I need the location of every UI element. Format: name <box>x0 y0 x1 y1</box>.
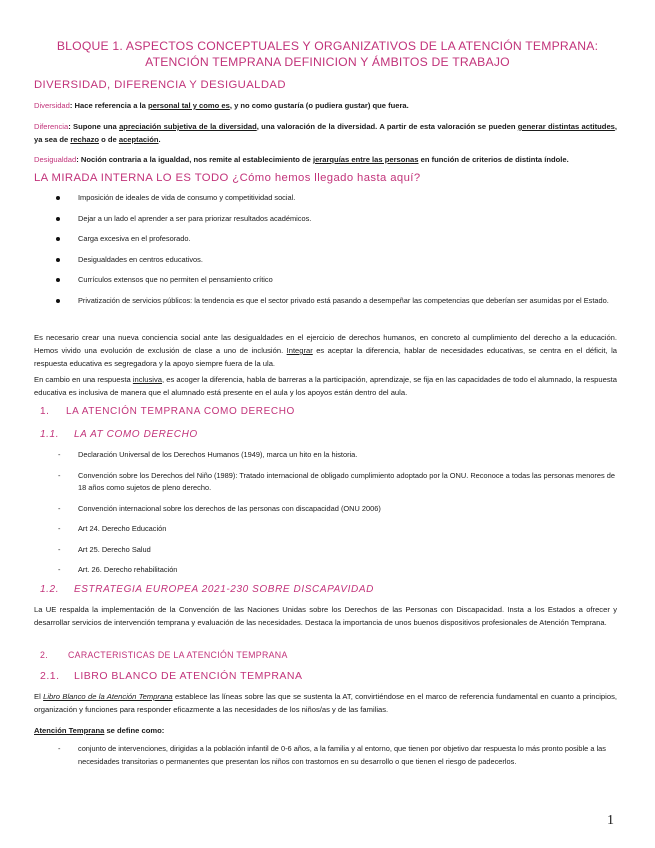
list-item: - Art. 26. Derecho rehabilitación <box>56 564 616 577</box>
list-item: - Declaración Universal de los Derechos Humanos (1949), marca un hito en la historia. <box>56 449 616 462</box>
definition-desigualdad: Desigualdad: Noción contraria a la igualdad, nos remite al establecimiento de jerarquías entre las personas en función de criterios de distinta índole. <box>34 155 569 164</box>
heading-mirada: LA MIRADA INTERNA LO ES TODO ¿Cómo hemos llegado hasta aquí? <box>34 172 421 184</box>
list-item: Dejar a un lado el aprender a ser para priorizar resultados académicos. <box>56 213 616 226</box>
bullet-icon <box>56 217 60 221</box>
list-item: - Art 24. Derecho Educación <box>56 523 616 536</box>
bullet-icon <box>56 278 60 282</box>
term-label: Desigualdad <box>34 155 77 164</box>
heading-diversidad: DIVERSIDAD, DIFERENCIA Y DESIGUALDAD <box>34 79 286 91</box>
bullet-icon <box>56 299 60 303</box>
list-item: - Art 25. Derecho Salud <box>56 544 616 557</box>
list-item: - Convención sobre los Derechos del Niño (1989): Tratado internacional de obligado cumplimiento adoptado por la ONU. Reconoce a todas las personas menores de 18 años como sujetos de pleno derecho. <box>58 470 615 492</box>
paragraph-define: Atención Temprana se define como: <box>34 726 165 735</box>
paragraph-conciencia: Es necesario crear una nueva conciencia social ante las desigualdades en el ejercicio de derechos humanos, en concreto al cumplimiento del derecho a la educación. Hemos vivido una evolución de exclusión de clase a uno de inclusión. Integrar es aceptar la diferencia, hablar de necesidades educativas, se centra en el déficit, la respuesta educativa es segregadora y la apoyo siempre fuera de la ula. <box>34 333 617 368</box>
list-item: Privatización de servicios públicos: la tendencia es que el sector privado está pasando a desempeñar las competencias que deberían ser asumidas por el Estado. <box>56 295 616 308</box>
bullet-icon <box>56 237 60 241</box>
term-label: Diferencia <box>34 122 69 131</box>
define-list <box>56 743 616 768</box>
dash-icon: - <box>58 744 61 753</box>
bullet-icon <box>56 258 60 262</box>
definition-diferencia: Diferencia: Supone una apreciación subjetiva de la diversidad, una valoración de la diversidad. A partir de esta valoración se pueden generar distintas actitudes, ya sea de rechazo o de aceptación. <box>34 122 618 144</box>
dash-icon: - <box>58 450 61 459</box>
list-item: Carga excesiva en el profesorado. <box>56 233 616 246</box>
page-number: 1 <box>607 813 614 828</box>
derecho-list <box>56 449 616 577</box>
dash-icon: - <box>58 524 61 533</box>
dash-icon: - <box>58 503 61 513</box>
definition-diversidad: Diversidad: Hace referencia a la personal tal y como es, y no como gustaría (o pudiera gustar) que fuera. <box>34 101 409 110</box>
mirada-list <box>56 192 616 307</box>
heading-section-1: 1. LA ATENCIÓN TEMPRANA COMO DERECHO <box>40 406 295 417</box>
dash-icon: - <box>58 470 61 480</box>
paragraph-inclusiva: En cambio en una respuesta inclusiva, es acoger la diferencia, habla de barreras a la participación, aprendizaje, se fija en las capacidades de todo el alumnado, la respuesta educativa es inclusiva de manera que el alumnado está presente en el aula y los apoyos están dentro del aula. <box>34 375 617 397</box>
list-item: - conjunto de intervenciones, dirigidas a la población infantil de 0-6 años, a la familia y al entorno, que tienen por objetivo dar respuesta lo más pronto posible a las necesidades transitorias o permanentes que presentan los niños con trastornos en su desarrollo o que tienen el riesgo de padecerlos. <box>58 744 606 766</box>
heading-section-1-1: 1.1. LA AT COMO DERECHO <box>40 429 198 440</box>
dash-icon: - <box>58 565 61 574</box>
paragraph-ue: La UE respalda la implementación de la Convención de las Naciones Unidas sobre los Derechos de las Personas con Discapacidad. Insta a los Estados a ofrecer y desarrollar servicios de intervención temprana y evaluación de las necesidades. Destaca la importancia de unos buenos dispositivos profesionales de Atención Temprana. <box>34 605 617 627</box>
paragraph-libro-blanco: El Libro Blanco de la Atención Temprana establece las líneas sobre las que se sustenta la AT, convirtiéndose en el marco de referencia fundamental en cuanto a principios, organización y funciones para responder eficazmente a las necesidades de los niños/as y de las familias. <box>34 692 617 714</box>
list-item: - Convención internacional sobre los derechos de las personas con discapacidad (ONU 2006) <box>56 503 616 516</box>
heading-section-2: 2. CARACTERISTICAS DE LA ATENCIÓN TEMPRANA <box>40 650 288 660</box>
dash-icon: - <box>58 544 61 554</box>
list-item: Imposición de ideales de vida de consumo y competitividad social. <box>56 192 616 205</box>
heading-section-2-1: 2.1. LIBRO BLANCO DE ATENCIÓN TEMPRANA <box>40 670 303 682</box>
term-label: Diversidad <box>34 101 70 110</box>
list-item: Desigualdades en centros educativos. <box>56 254 616 267</box>
list-item: Currículos extensos que no permiten el pensamiento crítico <box>56 274 616 287</box>
bullet-icon <box>56 196 60 200</box>
document-title: BLOQUE 1. ASPECTOS CONCEPTUALES Y ORGANIZATIVOS DE LA ATENCIÓN TEMPRANA: ATENCIÓN TEMPRANA DEFINICION Y ÁMBITOS DE TRABAJO <box>56 39 599 69</box>
heading-section-1-2: 1.2. ESTRATEGIA EUROPEA 2021-230 SOBRE DISCAPAVIDAD <box>40 584 374 595</box>
